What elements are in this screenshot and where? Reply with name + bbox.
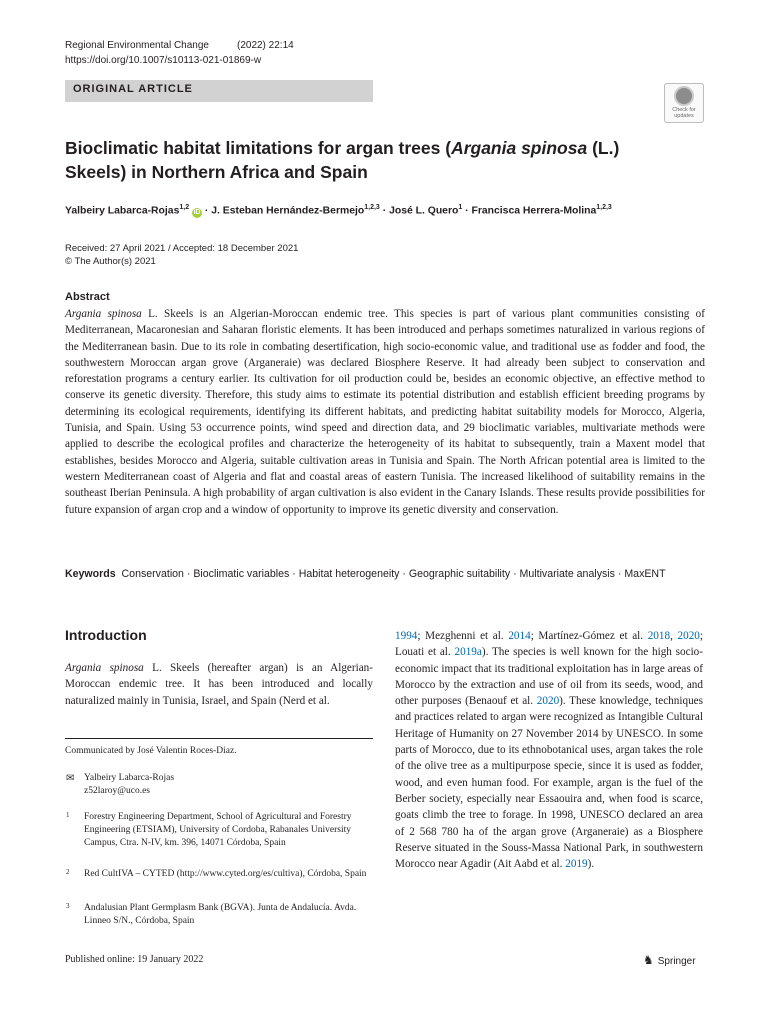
abstract-text <box>65 306 705 518</box>
article-title <box>65 136 665 184</box>
abstract-heading: Abstract <box>65 291 110 303</box>
intro-paragraph-right <box>395 628 703 872</box>
intro-text: ; Louati et al. <box>395 630 703 659</box>
corresponding-author <box>84 772 174 798</box>
bookmark-icon <box>674 86 694 106</box>
publisher-logo <box>643 953 696 967</box>
springer-horse-icon: ♞ <box>643 953 654 967</box>
intro-left-text: L. Skeels (hereafter argan) is an Algerian-Moroccan endemic tree. It has been introduced and locally naturalized mainly in Tunisia, Israel, and Spain (Nerd et al. <box>65 662 373 707</box>
check-updates-button[interactable] <box>664 83 704 123</box>
corresponding-author-email[interactable]: z52laroy@uco.es <box>84 786 150 796</box>
citation-link[interactable]: 2019 <box>565 858 588 871</box>
citation-link[interactable]: 2020 <box>677 630 700 642</box>
intro-paragraph-left <box>65 660 373 709</box>
affiliation-number: 3 <box>66 902 70 910</box>
publisher-name: Springer <box>657 956 696 967</box>
article-type-badge: ORIGINAL ARTICLE <box>65 80 373 102</box>
keywords-list: Conservation · Bioclimatic variables · Habitat heterogeneity · Geographic suitability · Multivariate analysis · MaxENT <box>121 568 666 580</box>
author-affiliation-sup: 1,2,3 <box>364 204 380 211</box>
received-accepted: Received: 27 April 2021 / Accepted: 18 December 2021 <box>65 243 299 254</box>
affiliation-text: Red CultIVA – CYTED (http://www.cyted.org/es/cultiva), Córdoba, Spain <box>84 869 367 879</box>
citation-link[interactable]: 2019a <box>454 646 482 659</box>
check-updates-label: Check for updates <box>672 107 696 119</box>
title-species: Argania spinosa <box>451 138 588 158</box>
affiliation-text: Forestry Engineering Department, School of Agricultural and Forestry Engineering (ETSIAM), University of Cordoba, Rabanales University Campus, Ctra. N-IV, km. 396, 14071 Córdoba, Spain <box>84 812 352 848</box>
footnote-divider <box>65 738 373 739</box>
intro-text: ). The species is well known for the high socio-economic impact that its traditional exploitation has in large areas of Morocco by the extraction and use of oil from its seeds, wood, and other purposes (Benaouf et al. <box>395 646 704 708</box>
intro-text: ; Martínez-Gómez et al. <box>530 630 648 642</box>
envelope-icon: ✉ <box>66 773 75 784</box>
intro-text: ). These knowledge, techniques and practices related to argan were recognized as Intangible Cultural Heritage of Humanity on 27 November 2014 by UNESCO. In some parts of Morocco, due to its ethnobotanical uses, argan takes the role of the olive tree as a multipurpose specie, since it is used as fodder, wood, and even human food. For example, argan is the fuel of the Berber society, especially near Essaouira and, when food is scarce, goats climb the tree to forage. In 1998, UNESCO declared an area of 2 568 780 ha of the argan grove (Arganeraie) as a Biosphere Reserve situated in the Souss-Massa National Park, in southwestern Morocco near Agadir (Ait Aabd et al. <box>395 695 703 871</box>
section-heading-introduction: Introduction <box>65 627 147 643</box>
abstract-body-text: L. Skeels is an Algerian-Moroccan endemic tree. This species is part of various plant communities consisting of Mediterranean, Macaronesian and Saharan floristic elements. It has been introduced and perhaps sometimes naturalized in various regions of the Mediterranean basin. Due to its role in combating desertification, high socio-economic value, and traditional use as fodder and food, the southwestern Moroccan argan grove (Arganeraie) was declared Biosphere Reserve. It had already been subject to conservation and reforestation programs a century earlier. Its cultivation for oil production could be, besides an economic objective, an effective method to conserve its genetic diversity. Therefore, this study aims to estimate its potential distribution and establish efficient breeding programs by determining its ecological requirements, identifying its different habitats, and predicting habitat suitability models for Morocco, Algeria, Tunisia, and Spain. Using 53 occurrence points, wind speed and direction data, and 29 bioclimatic variables, multivariate methods were applied to describe the ecological profiles and characterize the heterogeneity of its habitat to subsequently, train a Maxent model that establishes, besides Morocco and Algeria, suitable cultivation areas in Tunisia and Spain. The North African potential area is limited to the western Mediterranean coast of Algeria and flat and coastal areas of eastern Tunisia. The increased likelihood of suitability remains in the southeast Iberian Peninsula. A high probability of argan cultivation is also evident in the Canary Islands. These results provide possibilities for future expansion of argan crop and a window of opportunity to improve its genetic diversity and conservation. <box>65 308 705 516</box>
keywords-label: Keywords <box>65 568 116 580</box>
author-list: Yalbeiry Labarca-Rojas$^{1,2}$ iD · J. Esteban Hernández-Bermejo$^{1,2,3}$ · José L. Quero$^1$ · Francisca Herrera-Molina$^{1,2,3}$ <box>65 204 612 217</box>
author-name[interactable]: José L. Quero <box>389 205 459 217</box>
title-part-1: Bioclimatic habitat limitations for argan trees ( <box>65 138 452 158</box>
citation-link[interactable]: 2014 <box>508 630 531 642</box>
published-online: Published online: 19 January 2022 <box>65 954 204 965</box>
intro-text: ). <box>587 858 595 871</box>
doi-link[interactable]: https://doi.org/10.1007/s10113-021-01869-w <box>65 55 262 66</box>
affiliation-number: 1 <box>66 811 70 819</box>
author-affiliation-sup: 1,2 <box>179 204 190 211</box>
intro-text: , <box>670 630 678 642</box>
title-part-2: (L.) Skeels) in Northern Africa and Spain <box>65 138 620 182</box>
author-affiliation-sup: 1 <box>458 204 463 211</box>
author-name[interactable]: Yalbeiry Labarca-Rojas <box>65 205 180 217</box>
keywords <box>65 566 705 582</box>
article-dates <box>65 242 298 268</box>
author-name[interactable]: Francisca Herrera-Molina <box>471 205 597 217</box>
author-name[interactable]: J. Esteban Hernández-Bermejo <box>211 205 365 217</box>
communicated-by: Communicated by José Valentin Roces-Diaz. <box>65 746 237 756</box>
citation-link[interactable]: 2018 <box>647 630 671 642</box>
orcid-icon[interactable]: iD <box>193 209 201 217</box>
journal-name: Regional Environmental Change <box>65 40 209 51</box>
copyright: © The Author(s) 2021 <box>65 256 156 267</box>
author-affiliation-sup: 1,2,3 <box>596 204 612 211</box>
intro-species: Argania spinosa <box>65 662 144 674</box>
intro-text: ; Mezghenni et al. <box>417 630 509 642</box>
affiliation-text: Andalusian Plant Germplasm Bank (BGVA). Junta de Andalucía. Avda. Linneo S/N., Córdoba, Spain <box>84 903 357 926</box>
citation-link[interactable]: 2020 <box>536 695 560 708</box>
journal-volume: (2022) 22:14 <box>236 40 294 51</box>
abstract-species: Argania spinosa <box>65 308 142 320</box>
corresponding-author-name: Yalbeiry Labarca-Rojas <box>84 773 175 783</box>
citation-link[interactable]: 1994 <box>395 630 418 642</box>
journal-info <box>65 40 294 51</box>
affiliation-number: 2 <box>66 868 70 876</box>
